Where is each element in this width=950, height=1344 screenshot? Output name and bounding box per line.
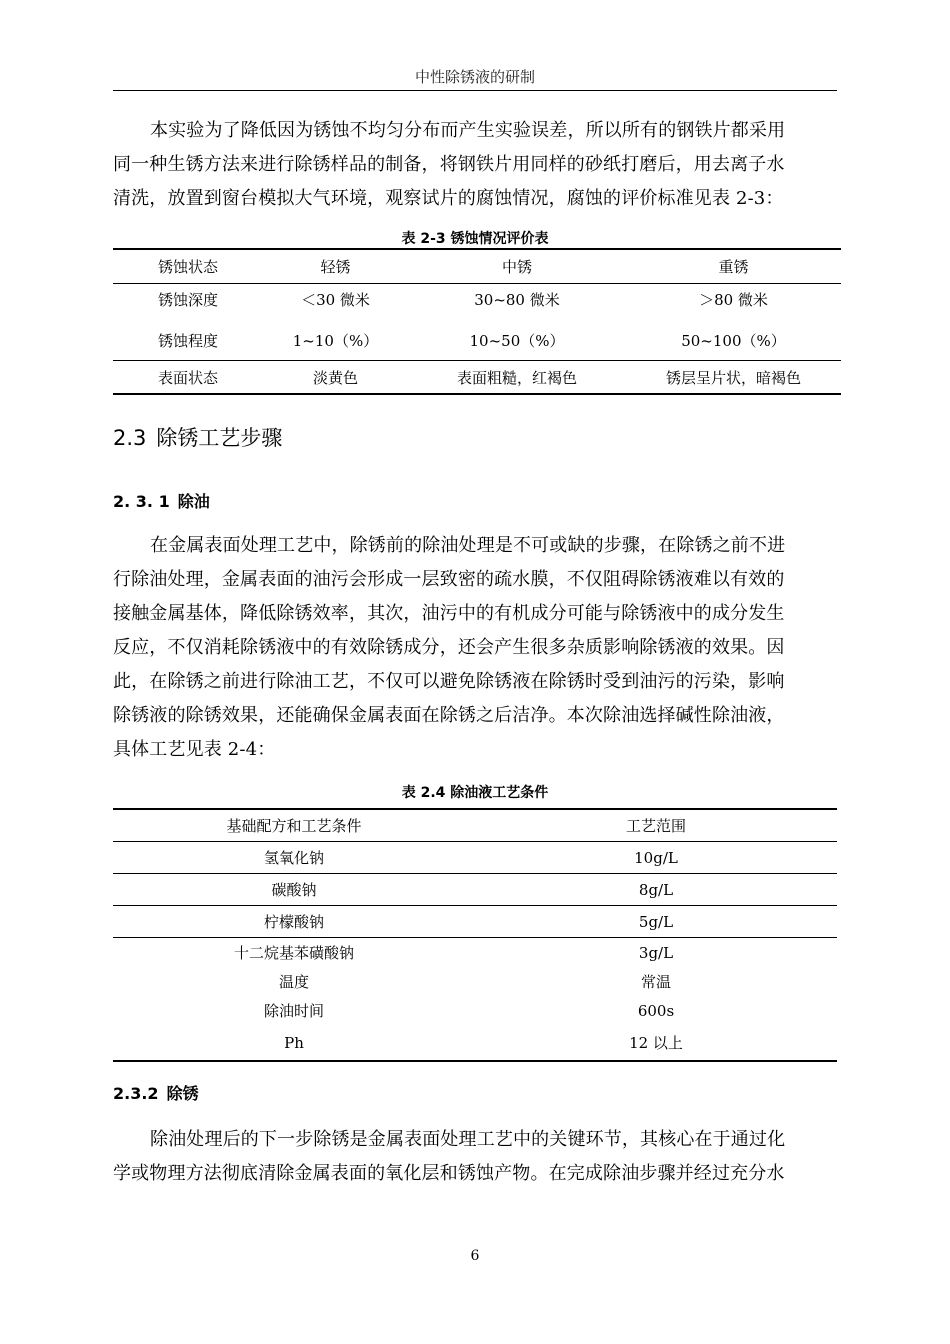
section-title: 除锈 bbox=[166, 1084, 199, 1103]
table-cell: ＜30 微米 bbox=[301, 290, 370, 309]
table-header-cell: 重锈 bbox=[718, 258, 749, 276]
table-cell: 锈蚀程度 bbox=[157, 331, 218, 350]
section-2-3-heading bbox=[113, 422, 282, 452]
table-cell: 10g/L bbox=[634, 848, 678, 867]
running-header-title: 中性除锈液的研制 bbox=[414, 68, 535, 86]
table-cell: 50~100（%） bbox=[681, 331, 786, 350]
degreasing-line-1: 在金属表面处理工艺中，除锈前的除油处理是不可或缺的步骤，在除锈之前不进 bbox=[150, 535, 786, 556]
section-title: 除锈工艺步骤 bbox=[156, 426, 283, 450]
section-2-3-1-heading bbox=[113, 489, 210, 512]
table-row bbox=[113, 842, 837, 873]
table-cell: 锈层呈片状，暗褐色 bbox=[665, 368, 801, 387]
table-cell: 温度 bbox=[278, 973, 309, 991]
table-2-3-caption: 表 2-3 锈蚀情况评价表 bbox=[401, 231, 549, 247]
table-2-4-caption: 表 2.4 除油液工艺条件 bbox=[401, 785, 549, 801]
table-cell: 常温 bbox=[640, 973, 671, 991]
intro-line-3: 清洗，放置到窗台模拟大气环境，观察试片的腐蚀情况，腐蚀的评价标准见表 2-3： bbox=[113, 188, 784, 209]
table-cell: 600s bbox=[637, 1001, 675, 1020]
table-header-row bbox=[113, 250, 841, 283]
intro-line-1: 本实验为了降低因为锈蚀不均匀分布而产生实验误差，所以所有的钢铁片都采用 bbox=[150, 120, 786, 141]
degreasing-line-5: 此，在除锈之前进行除油工艺，不仅可以避免除锈液在除锈时受到油污的污染，影响 bbox=[113, 671, 785, 692]
table-cell: 30~80 微米 bbox=[474, 290, 560, 309]
degreasing-line-3: 接触金属基体，降低除锈效率，其次，油污中的有机成分可能与除锈液中的成分发生 bbox=[113, 603, 785, 624]
table-header-cell: 锈蚀状态 bbox=[157, 258, 218, 276]
section-number: 2.3.2 bbox=[113, 1084, 159, 1103]
table-header-row bbox=[113, 810, 837, 841]
section-number: 2.3 bbox=[113, 426, 147, 450]
degreasing-line-2: 行除油处理，金属表面的油污会形成一层致密的疏水膜，不仅阻碍除锈液难以有效的 bbox=[113, 569, 785, 590]
page-number: 6 bbox=[470, 1248, 480, 1264]
table-cell: 柠檬酸钠 bbox=[263, 913, 324, 931]
table-cell: 表面状态 bbox=[157, 368, 218, 387]
table-cell: 8g/L bbox=[638, 880, 674, 899]
table-cell: 10~50（%） bbox=[469, 331, 565, 350]
derusting-paragraph bbox=[113, 1123, 837, 1191]
table-header-cell: 工艺范围 bbox=[625, 817, 686, 835]
table-row bbox=[113, 320, 841, 360]
table-row bbox=[113, 1025, 837, 1060]
degreasing-line-6: 除锈液的除锈效果，还能确保金属表面在除锈之后洁净。本次除油选择碱性除油液， bbox=[113, 705, 785, 726]
table-2-3 bbox=[113, 248, 841, 395]
intro-paragraph bbox=[113, 114, 837, 216]
table-header-rule bbox=[113, 283, 841, 284]
table-row bbox=[113, 906, 837, 937]
derusting-line-2: 学或物理方法彻底清除金属表面的氧化层和锈蚀产物。在完成除油步骤并经过充分水 bbox=[113, 1163, 785, 1184]
table-row bbox=[113, 996, 837, 1025]
table-2-4 bbox=[113, 808, 837, 1062]
table-cell: 锈蚀深度 bbox=[157, 290, 218, 309]
table-cell: 碳酸钠 bbox=[271, 881, 317, 899]
section-title: 除油 bbox=[177, 492, 210, 511]
degreasing-paragraph bbox=[113, 529, 837, 767]
table-cell: Ph bbox=[284, 1033, 304, 1052]
table-row bbox=[113, 286, 841, 312]
table-cell: 氢氧化钠 bbox=[263, 849, 324, 867]
table-row bbox=[113, 361, 841, 393]
table-cell: 12 以上 bbox=[629, 1034, 683, 1052]
table-cell: 淡黄色 bbox=[312, 368, 358, 387]
table-row bbox=[113, 874, 837, 905]
table-cell: 1~10（%） bbox=[292, 331, 379, 350]
table-cell: 表面粗糙，红褐色 bbox=[456, 368, 577, 387]
section-2-3-2-heading bbox=[113, 1081, 199, 1104]
table-bottom-rule bbox=[113, 393, 841, 395]
degreasing-line-4: 反应，不仅消耗除锈液中的有效除锈成分，还会产生很多杂质影响除锈液的效果。因 bbox=[113, 637, 785, 658]
intro-line-2: 同一种生锈方法来进行除锈样品的制备，将钢铁片用同样的砂纸打磨后，用去离子水 bbox=[113, 154, 785, 175]
derusting-line-1: 除油处理后的下一步除锈是金属表面处理工艺中的关键环节，其核心在于通过化 bbox=[150, 1129, 786, 1150]
table-cell: 除油时间 bbox=[263, 1002, 324, 1020]
table-header-cell: 基础配方和工艺条件 bbox=[226, 817, 362, 835]
table-bottom-rule bbox=[113, 1060, 837, 1062]
table-row bbox=[113, 967, 837, 996]
table-cell: 十二烷基苯磺酸钠 bbox=[233, 944, 354, 962]
table-header-cell: 中锈 bbox=[501, 258, 532, 276]
table-cell: 5g/L bbox=[638, 912, 674, 931]
degreasing-line-7: 具体工艺见表 2-4： bbox=[113, 739, 276, 760]
table-cell: ＞80 微米 bbox=[699, 290, 768, 309]
header-rule bbox=[113, 90, 837, 91]
table-cell: 3g/L bbox=[638, 943, 674, 962]
table-row bbox=[113, 938, 837, 967]
table-header-cell: 轻锈 bbox=[320, 258, 351, 276]
section-number: 2. 3. 1 bbox=[113, 492, 170, 511]
